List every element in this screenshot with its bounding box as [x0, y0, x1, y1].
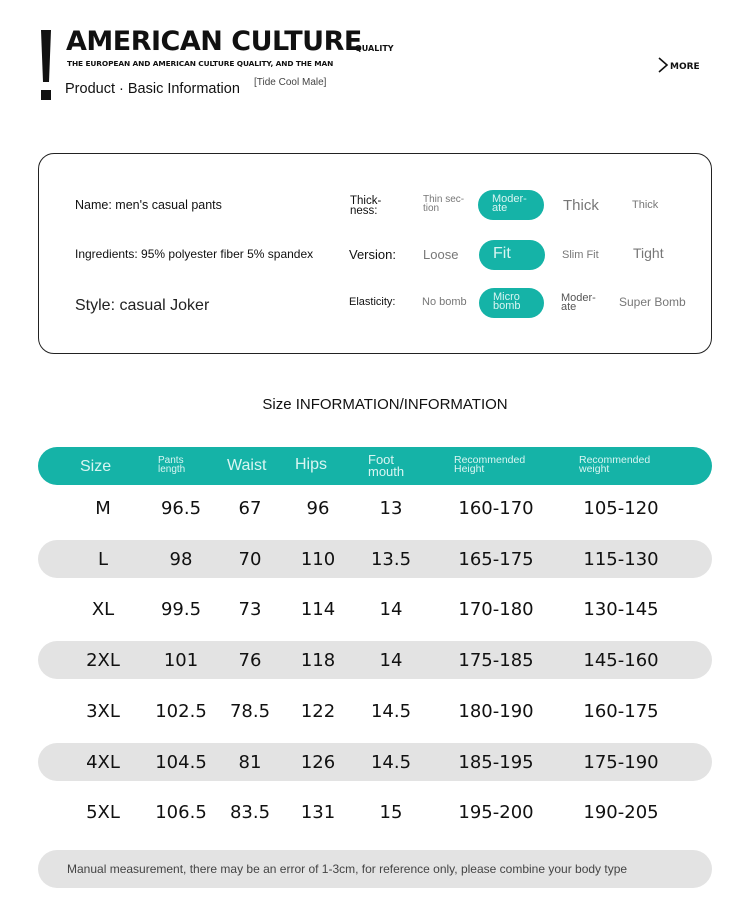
table-cell-foot: 13.5 — [370, 548, 412, 570]
measurement-note-text: Manual measurement, there may be an error of 1-3cm, for reference only, please combine your body type — [67, 862, 628, 876]
header-size: Size — [80, 458, 112, 475]
table-cell-foot: 14 — [379, 599, 403, 621]
more-link[interactable] — [657, 57, 700, 73]
table-cell-weight: 130-145 — [583, 599, 659, 621]
header-pants-length: Pants length — [158, 455, 186, 475]
table-cell-pants: 106.5 — [155, 802, 207, 824]
table-cell-size: M — [95, 498, 111, 519]
table-cell-hips: 114 — [300, 599, 336, 621]
table-cell-hips: 118 — [300, 650, 336, 672]
elasticity-option-no-bomb[interactable]: No bomb — [422, 296, 467, 308]
elasticity-option-super-bomb[interactable]: Super Bomb — [619, 295, 686, 309]
table-cell-pants: 102.5 — [155, 700, 207, 722]
brand-tagline: THE EUROPEAN AND AMERICAN CULTURE QUALITY, AND THE MAN — [67, 59, 334, 68]
thickness-label: Thick- ness: — [350, 195, 382, 217]
table-cell-waist: 67 — [238, 498, 262, 519]
table-cell-foot: 14.5 — [370, 700, 412, 722]
table-cell-hips: 131 — [300, 802, 336, 824]
table-cell-height: 165-175 — [458, 548, 534, 570]
section-title: Product · Basic Information — [65, 81, 240, 97]
version-label: Version: — [349, 247, 396, 262]
version-option-fit-selected[interactable]: Fit — [479, 240, 545, 270]
table-cell-weight: 115-130 — [583, 548, 659, 570]
info-style: Style: casual Joker — [75, 297, 210, 314]
size-table-title: Size INFORMATION/INFORMATION — [262, 396, 508, 413]
table-cell-waist: 73 — [238, 599, 262, 621]
chevron-right-icon — [657, 57, 669, 73]
brand-title: AMERICAN CULTURE — [66, 26, 362, 57]
more-label: MORE — [670, 61, 700, 72]
table-cell-weight: 145-160 — [583, 650, 659, 672]
version-option-tight[interactable]: Tight — [633, 245, 664, 261]
elasticity-option-micro-bomb-selected[interactable]: Micro bomb — [479, 288, 544, 318]
table-cell-height: 185-195 — [458, 751, 534, 773]
table-cell-size: XL — [91, 599, 115, 621]
brand-suffix: QUALITY — [355, 44, 394, 53]
info-name: Name: men's casual pants — [75, 198, 222, 212]
table-cell-waist: 70 — [238, 548, 262, 570]
section-tag: [Tide Cool Male] — [254, 77, 327, 88]
size-table-header — [38, 447, 712, 485]
table-cell-pants: 99.5 — [160, 599, 202, 621]
table-cell-pants: 101 — [163, 650, 199, 672]
table-cell-height: 180-190 — [458, 700, 534, 722]
table-cell-foot: 15 — [379, 802, 403, 824]
table-cell-hips: 126 — [300, 751, 336, 773]
version-option-loose[interactable]: Loose — [423, 247, 459, 262]
elasticity-label: Elasticity: — [349, 296, 396, 308]
elasticity-option-moderate[interactable]: Moder- ate — [561, 292, 596, 313]
table-cell-hips: 110 — [300, 548, 336, 570]
table-cell-weight: 190-205 — [583, 802, 659, 824]
table-cell-size: L — [97, 548, 109, 570]
table-cell-size: 3XL — [86, 700, 120, 722]
table-cell-weight: 175-190 — [583, 751, 659, 773]
table-cell-pants: 98 — [169, 548, 193, 570]
thickness-option-thick-2[interactable]: Thick — [632, 199, 659, 211]
table-cell-height: 170-180 — [458, 599, 534, 621]
table-cell-hips: 96 — [306, 498, 330, 519]
table-cell-weight: 160-175 — [583, 700, 659, 722]
table-cell-height: 195-200 — [458, 802, 534, 824]
table-cell-size: 2XL — [86, 650, 120, 672]
table-cell-height: 175-185 — [458, 650, 534, 672]
table-cell-hips: 122 — [300, 700, 336, 722]
table-cell-size: 5XL — [86, 802, 120, 824]
version-option-slim-fit[interactable]: Slim Fit — [562, 249, 599, 261]
table-cell-size: 4XL — [86, 751, 120, 773]
table-cell-foot: 14.5 — [370, 751, 412, 773]
table-cell-waist: 83.5 — [229, 802, 271, 824]
info-ingredients: Ingredients: 95% polyester fiber 5% spandex — [75, 247, 314, 261]
header-foot-mouth: Foot mouth — [368, 452, 405, 479]
header-waist: Waist — [227, 457, 267, 474]
table-cell-waist: 76 — [238, 650, 262, 672]
exclamation-logo-icon — [38, 30, 54, 102]
thickness-option-thin[interactable]: Thin sec- tion — [423, 194, 465, 214]
table-cell-waist: 81 — [238, 751, 262, 773]
header-recommended-weight: Recommended weight — [579, 454, 651, 475]
table-cell-pants: 96.5 — [160, 498, 202, 519]
table-cell-foot: 14 — [379, 650, 403, 672]
thickness-option-thick[interactable]: Thick — [563, 197, 599, 214]
table-cell-foot: 13 — [379, 498, 403, 519]
measurement-note — [38, 850, 712, 888]
header-hips: Hips — [295, 456, 328, 473]
table-cell-height: 160-170 — [458, 498, 534, 519]
table-cell-pants: 104.5 — [155, 751, 207, 773]
header-recommended-height: Recommended Height — [454, 454, 526, 475]
table-cell-waist: 78.5 — [229, 700, 271, 722]
table-cell-weight: 105-120 — [583, 498, 659, 519]
thickness-option-moderate-selected[interactable]: Moder- ate — [478, 190, 544, 220]
